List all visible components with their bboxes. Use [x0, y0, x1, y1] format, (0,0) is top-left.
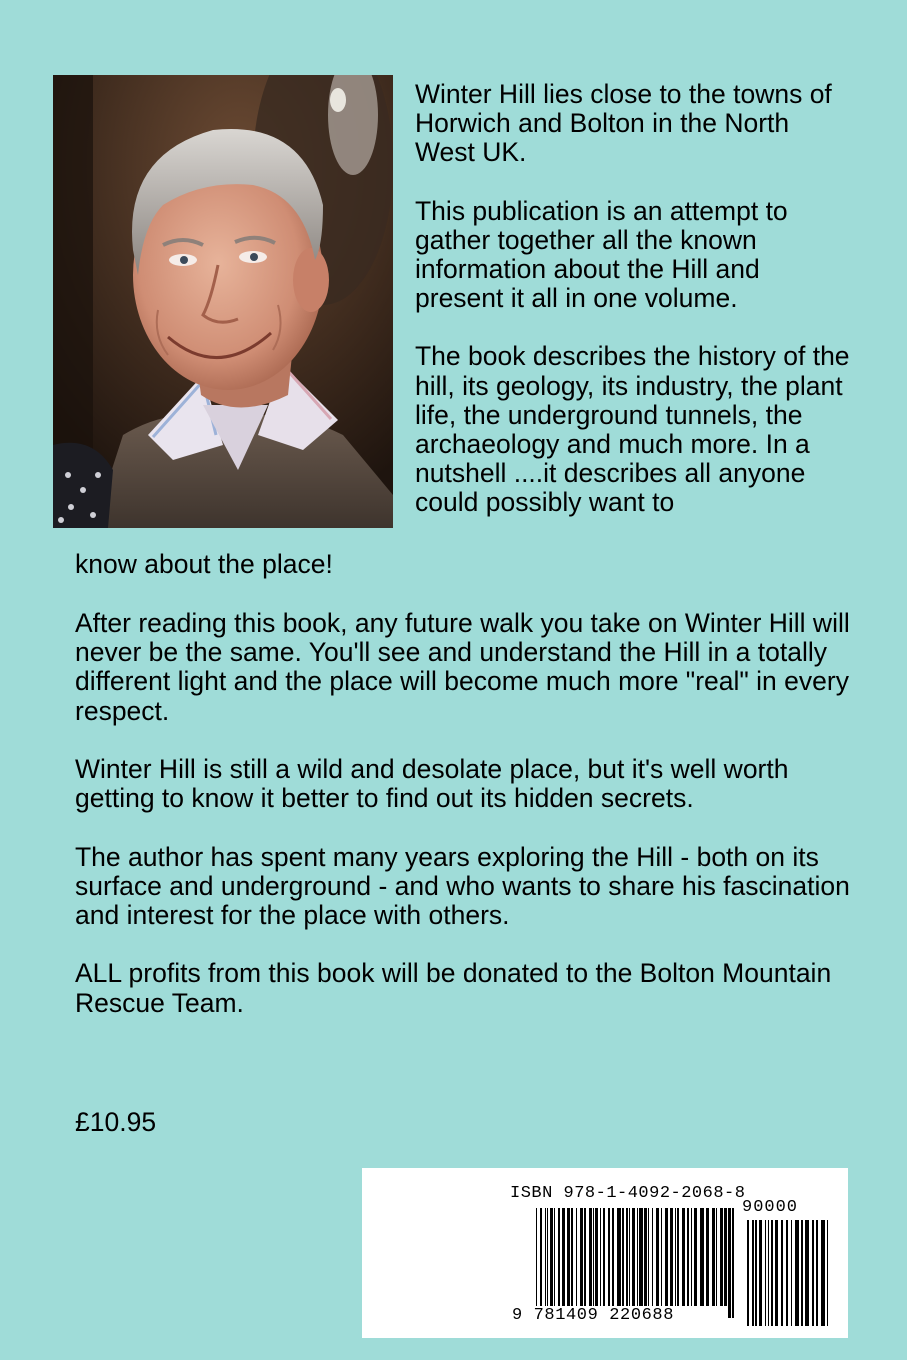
author-portrait-image — [53, 75, 393, 528]
barcode-bar — [554, 1208, 555, 1306]
barcode-bar — [816, 1220, 818, 1326]
barcode-addon: 90000 — [742, 1198, 799, 1217]
barcode-bar — [622, 1208, 624, 1306]
barcode-bar — [652, 1208, 653, 1306]
barcode-bar — [752, 1220, 754, 1326]
barcode-bar — [589, 1208, 592, 1306]
barcode-bar — [771, 1220, 773, 1326]
barcode-bar — [768, 1220, 769, 1326]
barcode-bar — [576, 1208, 577, 1306]
barcode-bar — [775, 1220, 778, 1326]
barcode-bar — [747, 1220, 749, 1326]
barcode-bar — [632, 1208, 635, 1306]
barcode-bar — [593, 1208, 594, 1306]
barcode-bar — [661, 1208, 662, 1306]
blurb-paragraph: Winter Hill lies close to the towns of Horwich and Bolton in the North West UK. — [415, 79, 832, 168]
barcode-bar — [812, 1220, 814, 1326]
isbn-barcode — [362, 1168, 848, 1338]
barcode-bar — [540, 1208, 542, 1318]
barcode-bar — [639, 1208, 643, 1306]
barcode-bar — [644, 1208, 647, 1306]
barcode-bar — [617, 1208, 621, 1306]
barcode-bar — [724, 1208, 727, 1306]
barcode-bar — [648, 1208, 649, 1306]
barcode-bar — [805, 1220, 809, 1326]
barcode-bar — [791, 1220, 792, 1326]
blurb-paragraph: ALL profits from this book will be donated to the Bolton Mountain Rescue Team. — [75, 958, 832, 1018]
barcode-bar — [732, 1208, 734, 1318]
barcode-bar — [558, 1208, 560, 1306]
barcode-bar — [694, 1208, 697, 1306]
barcode-bar — [781, 1220, 783, 1326]
barcode-bar — [665, 1208, 668, 1306]
barcode-bar — [682, 1208, 685, 1306]
blurb-wrap-continuation: know about the place! — [75, 549, 333, 579]
barcode-bar — [827, 1220, 828, 1326]
barcode-bar — [801, 1220, 803, 1326]
barcode-bar — [700, 1208, 704, 1306]
barcode-bar — [656, 1208, 659, 1306]
barcode-bar — [562, 1208, 565, 1306]
barcode-bar — [545, 1208, 546, 1306]
price: £10.95 — [75, 1107, 157, 1137]
barcode-bar — [786, 1220, 788, 1326]
barcode-bar — [759, 1220, 762, 1326]
ean-digits: 9 781409 220688 — [512, 1306, 675, 1325]
barcode-bar — [677, 1208, 679, 1306]
blurb-paragraph: This publication is an attempt to gather together all the known information about the Hill and present it all in one volume. — [415, 195, 788, 314]
blurb-paragraph: Winter Hill is still a wild and desolate place, but it's well worth getting to know it better to find out its hidden secrets. — [75, 754, 789, 814]
barcode-bar — [626, 1208, 628, 1306]
barcode-bar — [550, 1208, 553, 1306]
barcode-bar — [706, 1208, 709, 1306]
barcode-bar — [821, 1220, 825, 1326]
barcode-bar — [547, 1208, 548, 1306]
barcode-bar — [567, 1208, 570, 1306]
barcode-bar — [712, 1208, 715, 1306]
barcode-bar — [637, 1208, 638, 1306]
barcode-bar — [670, 1208, 673, 1306]
barcode-bar — [612, 1208, 614, 1306]
barcode-bar — [728, 1208, 731, 1318]
barcode-bar — [536, 1208, 537, 1318]
barcode-bar — [691, 1208, 692, 1306]
barcode-bar — [755, 1220, 757, 1326]
blurb-column-full — [75, 609, 855, 1047]
blurb-column-right — [415, 80, 855, 518]
barcode-bar — [608, 1208, 610, 1306]
barcode-bar — [629, 1208, 630, 1306]
barcode-bar — [765, 1220, 766, 1326]
barcode-bar — [603, 1208, 605, 1306]
barcode-bar — [687, 1208, 689, 1306]
barcode-bar — [584, 1208, 586, 1306]
barcode-bar — [600, 1208, 601, 1306]
barcode-bar — [675, 1208, 676, 1306]
isbn-label: ISBN 978-1-4092-2068-8 — [510, 1184, 746, 1203]
barcode-bar — [571, 1208, 573, 1306]
blurb-paragraph: The author has spent many years exploring the Hill - both on its surface and underground - and who wants to share his fascination and interest for the place with others. — [75, 841, 850, 930]
barcode-bar — [580, 1208, 583, 1306]
barcode-bar — [720, 1208, 723, 1306]
blurb-paragraph: The book describes the history of the hill, its geology, its industry, the plant life, the underground tunnels, the archaeology and much more. In a nutshell ....it describes all anyone could possibly want to — [415, 341, 850, 518]
barcode-bar — [795, 1220, 799, 1326]
barcode-bar — [595, 1208, 598, 1306]
barcode-bar — [716, 1208, 717, 1306]
blurb-paragraph: After reading this book, any future walk you take on Winter Hill will never be the same. You'll see and understand the Hill in a totally different light and the place will become much more "real" in every respect. — [75, 608, 850, 726]
author-photo — [53, 75, 393, 528]
